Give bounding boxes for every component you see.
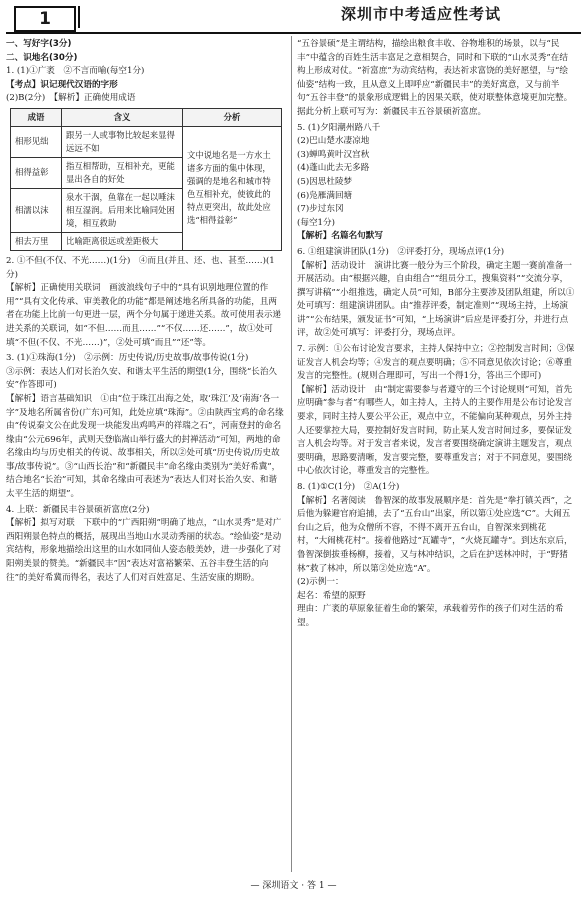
answer-line: 2. ①不但(不仅、不光……)(1分) ④而且(并且、还、也、甚至……)(1分) (6, 255, 275, 280)
meaning-cell: 泉水干涸，鱼靠在一起以唾沫相互湿润。后用来比喻同处困境，相互救助 (62, 188, 183, 232)
answer-line: 6. ①组建演讲团队(1分) ②评委打分，现场点评(1分) (297, 246, 505, 257)
table-header: 含义 (62, 108, 183, 126)
idiom-table (10, 108, 282, 251)
analysis-paragraph: “五谷景硕”是主谓结构，描绘出粮食丰收、谷物堆积的场景，以与“民丰”中蕴含的百姓生活丰富足之意相契合，同时和下联的“山水灵秀”在结构上形成对仗。“祈富庶”为动宾结构，表达祈求富饶的美好愿望，与“绘仙姿”结构一致，且从意义上即呼应“新疆民丰”的美好寓意，又与前半句“五谷丰登”的景象形成逻辑上的因果关联，使对联整体意境更加完整。据此分析上联可写为：新疆民丰五谷景硕祈富庶。 (297, 39, 573, 117)
left-column (6, 38, 284, 585)
answer-line: (6)凫雁满回塘 (297, 190, 353, 201)
answer-line: 5. (1)夕阳潮州路八千 (297, 122, 381, 133)
analysis-paragraph: 【解析】语言基础知识 ①由“位于珠江出海之处，取‘珠江’及‘南海’各一字”及地名所属省份(广东)可知，此处应填“珠海”。②由陕西宝鸡的命名缘由“传说秦文公在此发现一块能发出鸡鸣声的祥瑞之石”，河南登封的命名缘由“公元696年，武则天登临嵩山举行盛大的封禅活动”可知，两地的命名缘由均与历史相关的传说、故事相关，所以②处可填“历史传说/历史故事/故事传说”。③“山西长治”和“新疆民丰”命名缘由类别为“美好希冀”，结合地名“长治”可知，其命名缘由可表述为“表达人们对长治久安、和谐太平生活的期望”。 (6, 393, 284, 500)
page-header (6, 4, 581, 34)
answer-line: (2)巴山楚水凄凉地 (297, 136, 370, 147)
table-header: 成语 (11, 108, 62, 126)
answer-line: (4)蓬山此去无多路 (297, 163, 370, 174)
idiom-cell: 相濡以沫 (11, 188, 62, 232)
page-title: 深圳市中考适应性考试 (340, 5, 501, 23)
answer-line: (2)B(2分) 【解析】正确使用成语 (6, 93, 136, 104)
column-divider (291, 36, 292, 872)
table-row (11, 126, 282, 157)
answer-line: 7. 示例：①公布讨论发言要求，主持人保持中立；②控制发言时间；③保证发言人机会均等；④发言的观点要明确；⑤不同意见依次讨论；⑥尊重发言的完整性。(规则合理即可，写出一个得1分，答出三个即可) (297, 344, 575, 382)
answer-line: (7)步过东冈 (297, 204, 344, 215)
analysis-label: 【解析】名篇名句默写 (297, 231, 383, 242)
section-heading: 一、写好字(3分) (6, 39, 72, 49)
idiom-cell: 相去万里 (11, 232, 62, 250)
analysis-paragraph: 【解析】拟写对联 下联中的“广西阳朔”明确了地点，“山水灵秀”是对广西阳朔景色特点的概括，展现出当地山水灵动秀丽的状态。“绘仙姿”是动宾结构，形象地描绘出这里的山水如同仙人姿态般美妙，进一步强化了对阳朔美景的赞美。“新疆民丰”因“表达对富裕繁荣、五谷丰登生活的向往”的美好希冀而得名，表达了人们对百姓富足、生活安康的期盼。 (6, 518, 282, 583)
meaning-cell: 跟另一人或事物比较起来显得远远不如 (62, 126, 183, 157)
right-column (297, 38, 575, 631)
analysis-paragraph: 【解析】正确使用关联词 画波浪线句子中的“具有识别地理位置的作用”“具有文化传承、审美教化的功能”都是阐述地名所具备的功能，且两者在功能上比前一句更进一层，两个分句属于递进关系。故可使用表示递进关系的关联词，如“不但……而且……”“不仅……还……”，故①处可填“不但(不仅、不光……)”，②处可填“而且”“还”等。 (6, 283, 282, 348)
point-note: 【考点】识记现代汉语的字形 (6, 79, 118, 90)
idiom-cell: 相形见绌 (11, 126, 62, 157)
answer-line: (每空1分) (297, 217, 335, 228)
answer-line: 8. (1)①C(1分) ②A(1分) (297, 482, 400, 492)
answer-line: 3. (1)①珠海(1分) ②示例：历史传说/历史故事/故事传说(1分) (6, 353, 249, 364)
table-header: 分析 (183, 108, 282, 126)
meaning-cell: 指互相帮助，互相补充，更能显出各自的好处 (62, 157, 183, 188)
page-number-box: 1 (14, 6, 76, 32)
analysis-paragraph: 【解析】名著阅读 鲁智深的故事发展顺序是：首先是“拳打镇关西”，之后他为躲避官府追捕，去了“五台山”出家，所以第①处应选“C”。大闹五台山之后，他为众僧所不容，不得不离开五台山，自智深来到桃花村，“大闹桃花村”。接着他路过“瓦罐寺”，“火烧瓦罐寺”。到达东京后，鲁智深倒拔垂杨柳，接着，又与林冲结识，之后在护送林冲时，于“野猪林”救了林冲，所以第②处应选“A”。 (297, 495, 573, 574)
answer-line: 起名：希望的原野 (297, 590, 366, 601)
answer-line: 理由：广袤的草原象征着生命的繁荣，承载着劳作的孩子们对生活的希望。 (297, 604, 564, 628)
section-heading: 二、识地名(30分) (6, 52, 78, 63)
answer-line: 1. (1)①广袤 ②不言而喻(每空1分) (6, 66, 145, 77)
answer-line: (2)示例一： (297, 577, 344, 588)
answer-line: (5)因思杜陵梦 (297, 176, 353, 187)
answer-line: 4. 上联：新疆民丰谷景硕祈富庶(2分) (6, 504, 150, 515)
page-footer: — 深圳语文 · 答 1 — (250, 881, 337, 891)
answer-line: (3)蝉鸣黄叶汉宫秋 (297, 149, 370, 160)
analysis-paragraph: 【解析】活动设计 演讲比赛一般分为三个阶段，确定主题一赛前准备一开展活动。由“根据兴趣，自由组合”“组员分工，搜集资料”“交流分享，撰写讲稿”“小组推选，确定人员”可知，B部分主要涉及团队组建，所以①处可填写：组建演讲团队。由“推荐评委，制定准则”“现场主持，上场演讲”“公布结果，颁发证书”可知，“上场演讲”后应是评委打分，并进行点评，故②处可填写：评委打分，现场点评。 (297, 260, 575, 339)
analysis-paragraph: 【解析】活动设计 由“制定需要参与者遵守的三个讨论规则”可知，首先应明确“参与者”有哪些人，如主持人，主持人的主要作用是公布讨论发言要求，同时主持人要公平公正，观点中立，不能偏向某种观点，另外主持人还要掌控大局，要控制好发言时间，防止某人发言时间过多，要保证发言人机会均等。对于发言者来说，发言者要围绕确定演讲主题发言，观点要明确，思路要清晰，发言要完整，要尊重发言；对于不同意见，要围绕中心依次讨论，尊重发言的完整性。 (297, 384, 573, 477)
idiom-cell: 相得益彰 (11, 157, 62, 188)
answer-line: ③示例：表达人们对长治久安、和谐太平生活的期望(1分，围绕“长治久安”作答即可) (6, 366, 278, 391)
analysis-cell: 文中说地名是一方水土诸多方面的集中体现，强调的是地名和城市特色互相补充，使彼此的特点更突出，故此处应选“相得益彰” (183, 126, 282, 250)
meaning-cell: 比喻距离很远或差距极大 (62, 232, 183, 250)
